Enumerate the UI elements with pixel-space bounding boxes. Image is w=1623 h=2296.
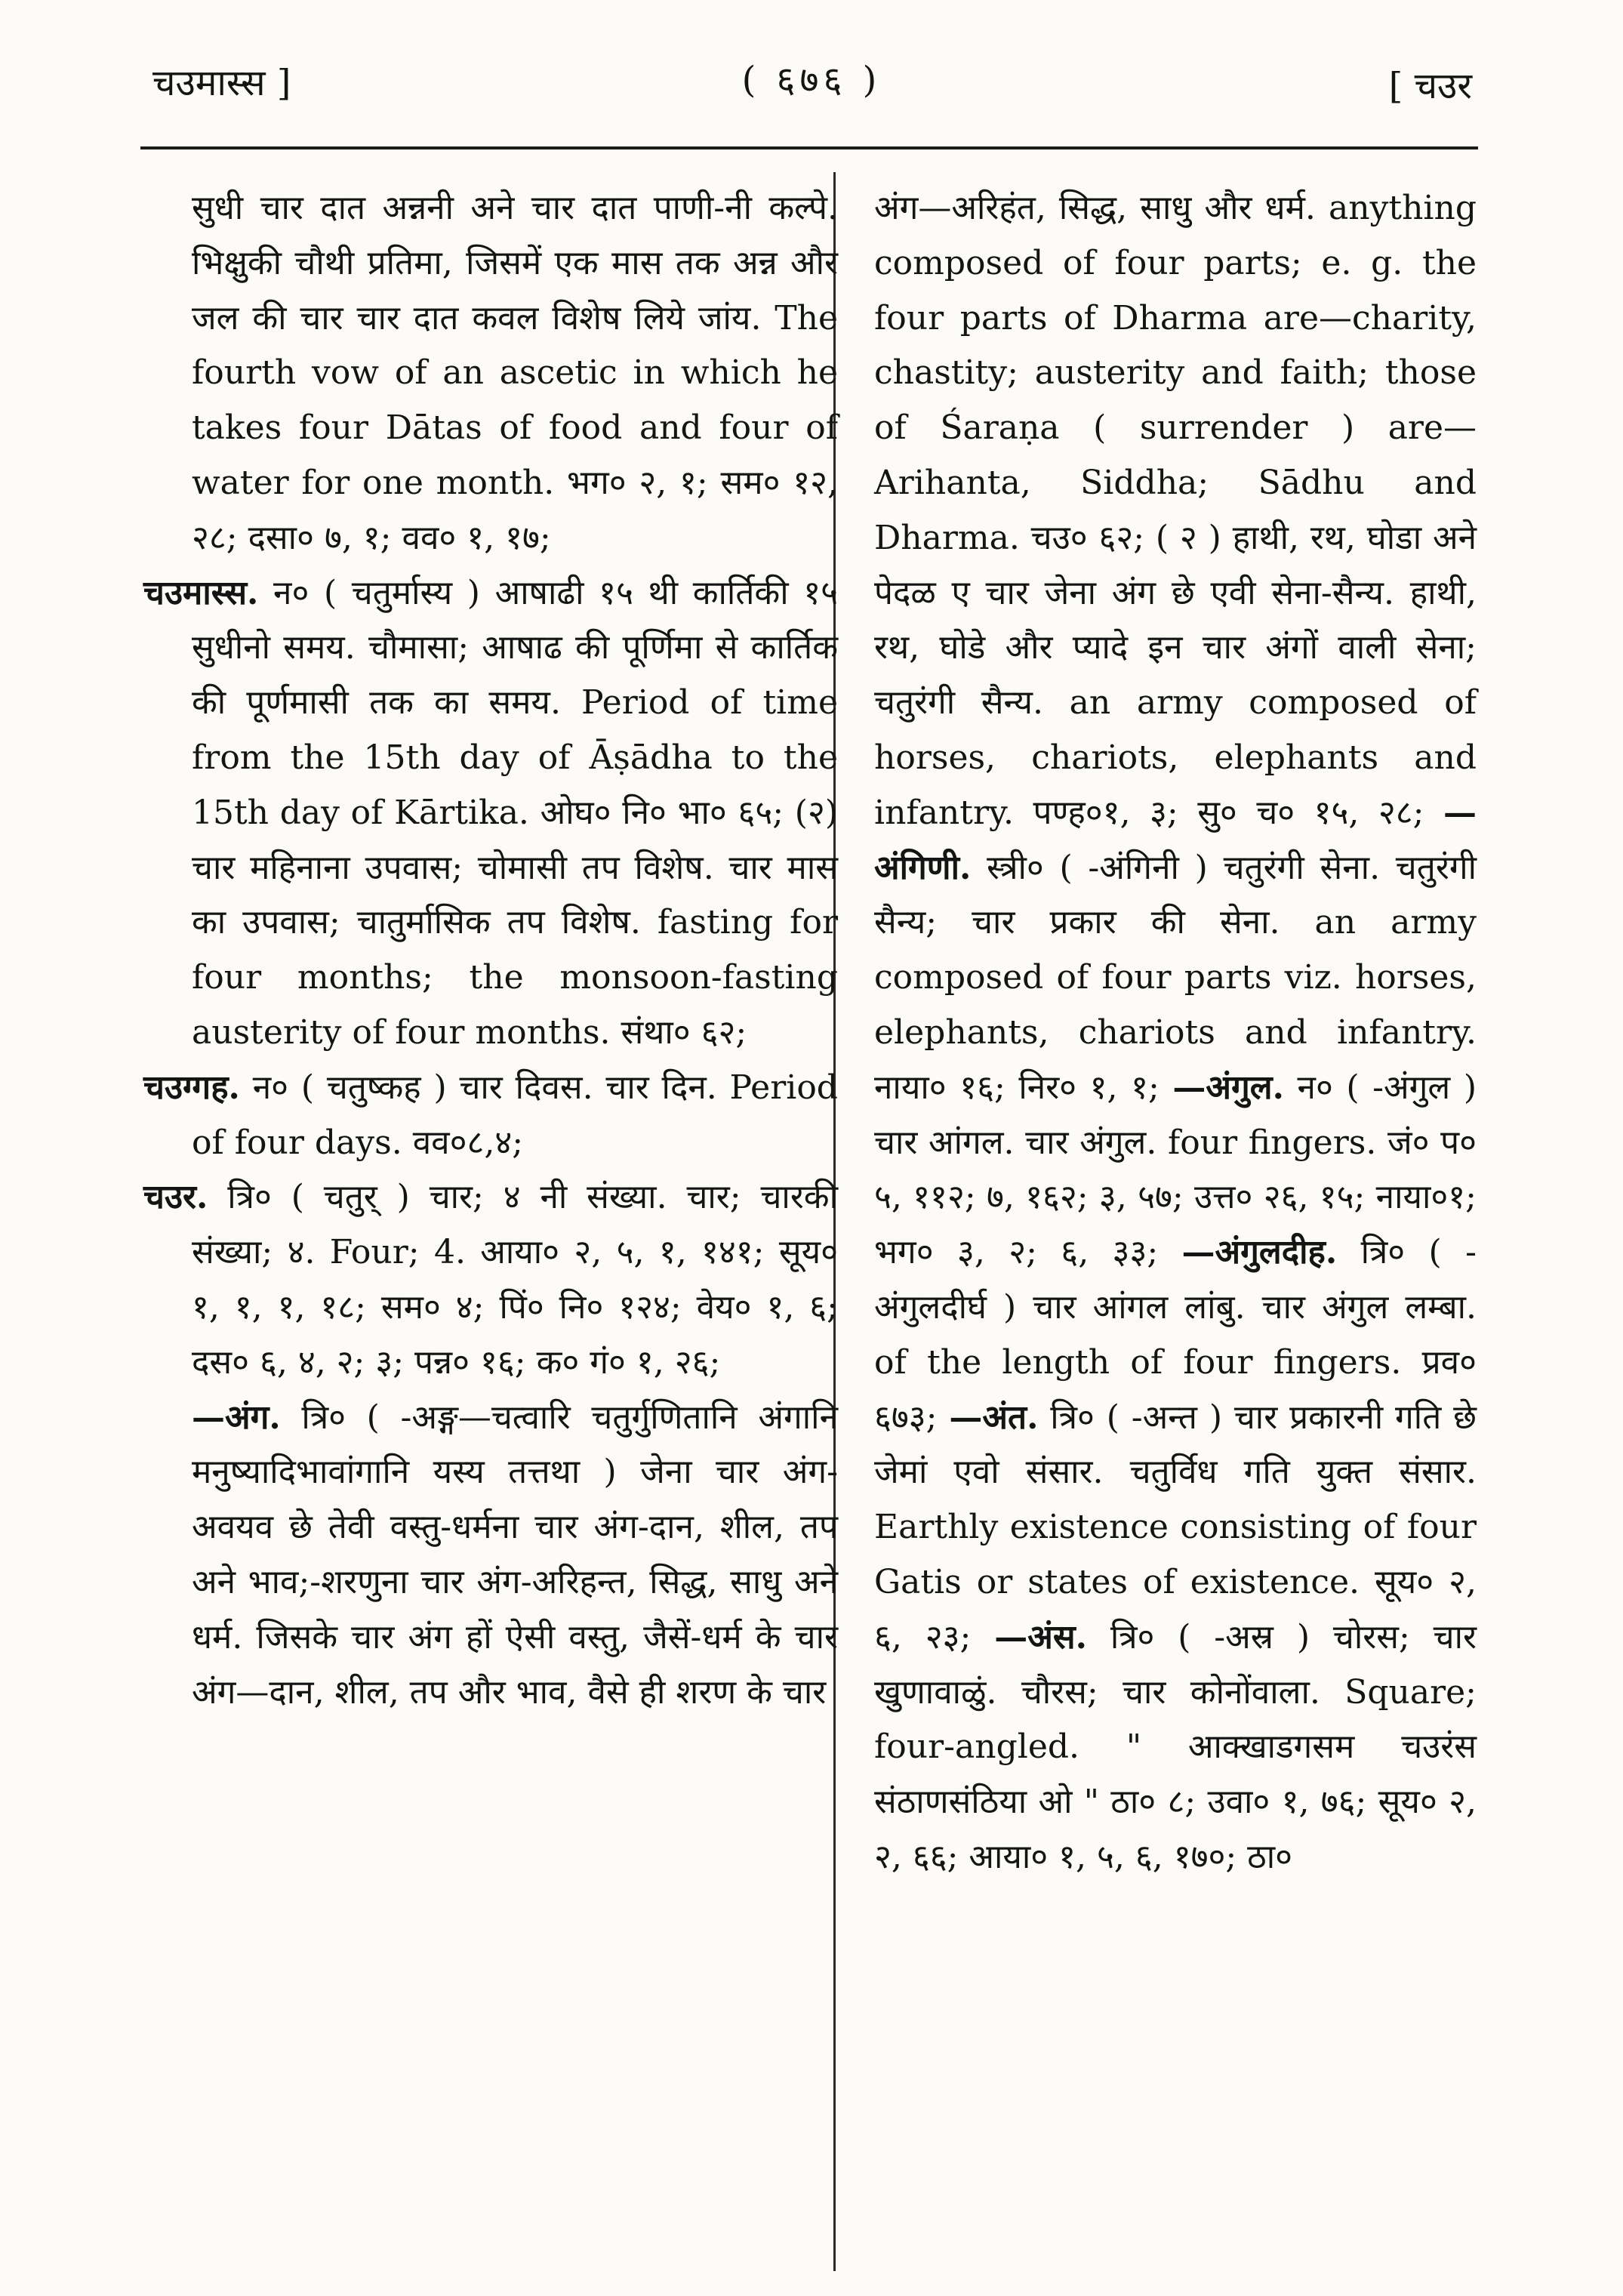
dictionary-entry: [143, 1170, 838, 1390]
header-left-guideword: चउमास्स ]: [152, 62, 291, 104]
entry-headword: चउर.: [143, 1178, 208, 1217]
entry-headword: —अंग.: [192, 1398, 281, 1437]
entry-text: त्रि० ( -अंगुलदीर्घ ) चार आंगल लांबु. चार अंगुल लम्बा. of the length of four fingers. प्रव० ६७३;: [874, 1233, 1477, 1437]
entry-text: सुधी चार दात अन्ननी अने चार दात पाणी-नी कल्पे. भिक्षुकी चौथी प्रतिमा, जिसमें एक मास तक अन्न और जल की चार चार दात कवल विशेष लिये जांय. The fourth vow of an ascetic in which he takes four Dātas of food and four of water for one month. भग० २, १; सम० १२, २८; दसा० ७, १; वव० १, १७;: [192, 189, 838, 557]
dictionary-entry: [143, 181, 838, 566]
dictionary-entry: [143, 1061, 838, 1171]
entry-text: त्रि० ( -अन्त ) चार प्रकारनी गति छे जेमां एवो संसार. चतुर्विध गति युक्त संसार. Earthly existence consisting of four Gatis or states of existence. सूय० २, ६, २३;: [874, 1398, 1477, 1657]
entry-text: त्रि० ( चतुर् ) चार; ४ नी संख्या. चार; चारकी संख्या; ४. Four; 4. आया० २, ५, १, १४१; सूय० १, १, १, १८; सम० ४; पिं० नि० १२४; वेय० १, ६; दस० ६, ४, २; ३; पन्न० १६; क० गं० १, २६;: [192, 1178, 838, 1382]
entry-headword: —अंगुल.: [1172, 1068, 1284, 1107]
entry-text: न० ( चतुष्कह ) चार दिवस. चार दिन. Period of four days. वव०८,४;: [192, 1068, 838, 1162]
entry-text: न० ( चतुर्मास्य ) आषाढी १५ थी कार्तिकी १५ सुधीनो समय. चौमासा; आषाढ की पूर्णिमा से कार्तिक की पूर्णमासी तक का समय. Period of time from the 15th day of Āṣādha to the 15th day of Kārtika. ओघ० नि० भा० ६५; (२) चार महिनाना उपवास; चोमासी तप विशेष. चार मास का उपवास; चातुर्मासिक तप विशेष. fasting for four months; the monsoon-fasting austerity of four months. संथा० ६२;: [192, 573, 838, 1052]
dictionary-entry: [867, 181, 1477, 1885]
entry-headword: चउमास्स.: [143, 573, 259, 612]
entry-headword: —अंगिणी.: [874, 793, 1477, 887]
right-column: [867, 181, 1477, 1885]
entry-text: स्त्री० ( -अंगिनी ) चतुरंगी सेना. चतुरंगी सैन्य; चार प्रकार की सेना. an army composed of four parts viz. horses, elephants, chariots and infantry. नाया० १६; निर० १, १;: [874, 848, 1477, 1107]
entry-headword: —अंस.: [994, 1617, 1087, 1657]
entry-text: त्रि० ( -अस्र ) चोरस; चार खुणावाळुं. चौरस; चार कोनोंवाला. Square; four-angled. " आक्खाडगसम चउरंस संठाणसंठिया ओ " ठा० ८; उवा० १, ७६; सूय० २, २, ६६; आया० १, ५, ६, १७०; ठा०: [874, 1617, 1477, 1876]
entry-headword: —अंगुलदीह.: [1181, 1233, 1338, 1272]
left-column: [143, 181, 838, 1720]
entry-text: त्रि० ( -अङ्ग—चत्वारि चतुर्गुणितानि अंगानि मनुष्यादिभावांगानि यस्य तत्तथा ) जेना चार अंग-अवयव छे तेवी वस्तु-धर्मना चार अंग-दान, शील, तप अने भाव;-शरणुना चार अंग-अरिहन्त, सिद्ध, साधु अने धर्म. जिसके चार अंग हों ऐसी वस्तु, जैसें-धर्म के चार अंग—दान, शील, तप और भाव, वैसे ही शरण के चार: [192, 1398, 838, 1712]
dictionary-entry: [143, 566, 838, 1061]
entry-headword: चउग्गह.: [143, 1068, 240, 1107]
header-rule: [140, 146, 1478, 149]
header-right-guideword: [ चउर: [1388, 65, 1472, 107]
entry-text: न० ( -अंगुल ) चार आंगल. चार अंगुल. four fingers. जं० प० ५, ११२; ७, १६२; ३, ५७; उत्त० २६, १५; नाया०१; भग० ३, २; ६, ३३;: [874, 1068, 1477, 1272]
page-number: ( ६७६ ): [741, 59, 882, 101]
entry-headword: —अंत.: [949, 1398, 1039, 1437]
entry-text: अंग—अरिहंत, सिद्ध, साधु और धर्म. anything composed of four parts; e. g. the four parts of Dharma are—charity, chastity; austerity and faith; those of Śaraṇa ( surrender ) are—Arihanta, Siddha; Sādhu and Dharma. चउ० ६२; ( २ ) हाथी, रथ, घोडा अने पेदळ ए चार जेना अंग छे एवी सेना-सैन्य. हाथी, रथ, घोडे और प्यादे इन चार अंगों वाली सेना; चतुरंगी सैन्य. an army composed of horses, chariots, elephants and infantry. पण्ह०१, ३; सु० च० १५, २८;: [874, 189, 1477, 832]
dictionary-subentry: [143, 1391, 838, 1721]
page-header: [143, 44, 1480, 112]
